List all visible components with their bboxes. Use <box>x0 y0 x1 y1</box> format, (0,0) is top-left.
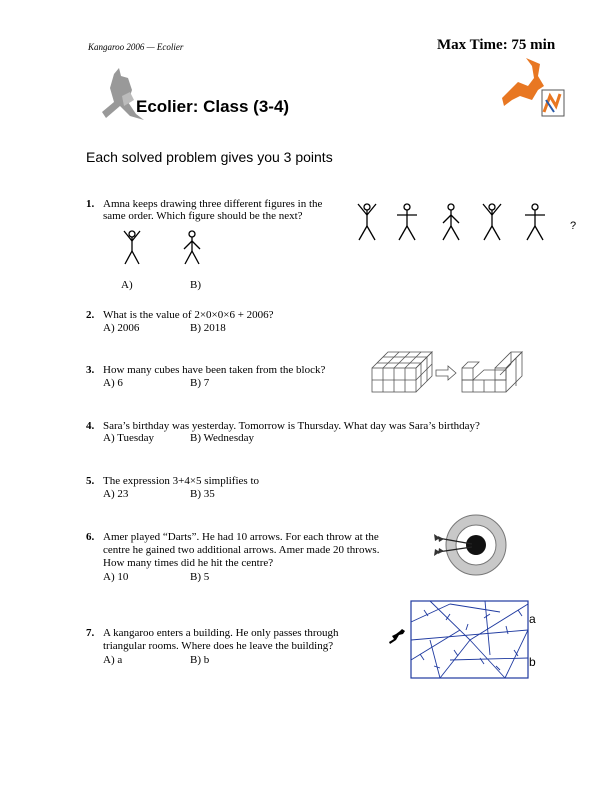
q1-option-b-figure <box>181 230 203 266</box>
q5-option-b: B) 35 <box>190 488 215 500</box>
q4-option-b: B) Wednesday <box>190 432 254 444</box>
q1-line-2: same order. Which figure should be the next? <box>103 210 303 222</box>
q6-option-b: B) 5 <box>190 571 210 583</box>
q3-option-b: B) 7 <box>190 377 210 389</box>
q6-line-1: Amer played “Darts”. He had 10 arrows. For each throw at the <box>103 531 379 543</box>
q4-line-1: Sara’s birthday was yesterday. Tomorrow is Thursday. What day was Sara’s birthday? <box>103 420 480 432</box>
q1-option-b: B) <box>190 279 201 291</box>
q7-exit-a-label: a <box>529 612 536 626</box>
q7-option-b: B) b <box>190 654 210 666</box>
header-left: Kangaroo 2006 — Ecolier <box>88 42 184 52</box>
q1-number: 1. <box>86 198 95 210</box>
q5-number: 5. <box>86 475 95 487</box>
points-note: Each solved problem gives you 3 points <box>86 149 333 165</box>
q2-number: 2. <box>86 309 95 321</box>
q6-dartboard <box>432 514 524 578</box>
q7-number: 7. <box>86 627 95 639</box>
kangaroo-logo-right <box>498 56 566 120</box>
q1-option-a-figure <box>121 230 143 266</box>
q6-line-2: centre he gained two additional arrows. Amer made 20 throws. <box>103 544 380 556</box>
q7-option-a: A) a <box>103 654 123 666</box>
q7-kangaroo-icon <box>388 628 408 646</box>
q6-line-3: How many times did he hit the centre? <box>103 557 274 569</box>
q3-line-1: How many cubes have been taken from the block? <box>103 364 326 376</box>
q3-number: 3. <box>86 364 95 376</box>
page-title: Ecolier: Class (3-4) <box>136 97 290 116</box>
q7-line-1: A kangaroo enters a building. He only passes through <box>103 627 339 639</box>
q7-exit-b-label: b <box>529 655 536 669</box>
q2-option-a: A) 2006 <box>103 322 140 334</box>
q2-line-1: What is the value of 2×0×0×6 + 2006? <box>103 309 274 321</box>
q6-number: 6. <box>86 531 95 543</box>
q7-line-2: triangular rooms. Where does he leave the building? <box>103 640 334 652</box>
q1-figure-sequence <box>355 202 555 244</box>
q1-question-mark: ? <box>570 220 577 232</box>
q3-option-a: A) 6 <box>103 377 123 389</box>
q4-option-a: A) Tuesday <box>103 432 155 444</box>
q6-option-a: A) 10 <box>103 571 129 583</box>
q7-building-diagram <box>410 600 530 680</box>
q1-option-a: A) <box>121 279 133 291</box>
q2-option-b: B) 2018 <box>190 322 226 334</box>
q5-option-a: A) 23 <box>103 488 129 500</box>
max-time: Max Time: 75 min <box>437 37 556 53</box>
q4-number: 4. <box>86 420 95 432</box>
q5-line-1: The expression 3+4×5 simplifies to <box>103 475 259 487</box>
q1-line-1: Amna keeps drawing three different figures in the <box>103 198 323 210</box>
kangaroo-logo-left <box>100 66 148 126</box>
q3-cube-diagram <box>370 348 522 394</box>
